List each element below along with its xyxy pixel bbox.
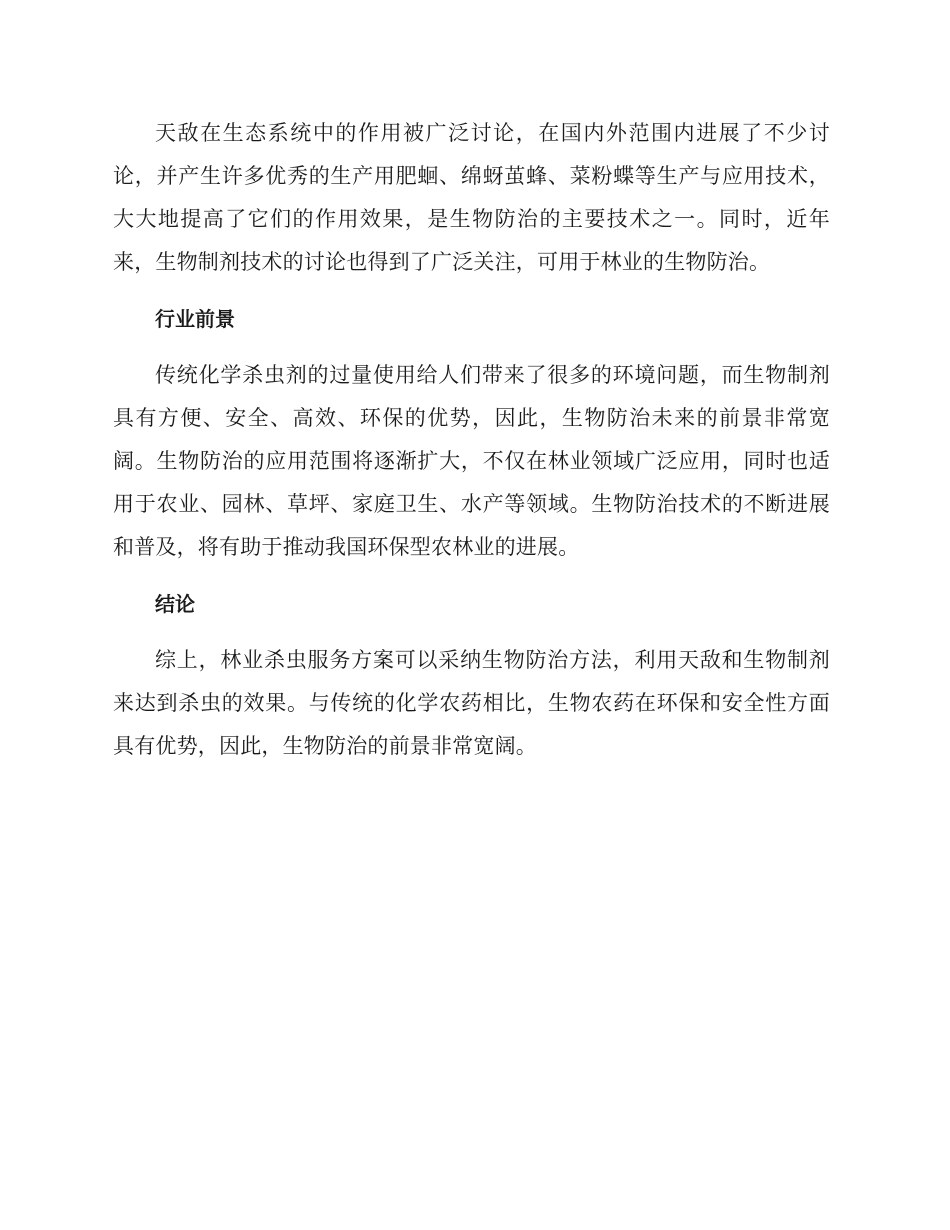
paragraph-natural-enemies: 天敌在生态系统中的作用被广泛讨论，在国内外范围内进展了不少讨论，并产生许多优秀的生产用肥蛔、绵蚜茧蜂、菜粉蝶等生产与应用技术，大大地提高了它们的作用效果，是生物防治的主要技术之一。同时，近年来，生物制剂技术的讨论也得到了广泛关注，可用于林业的生物防治。	[113, 121, 830, 274]
paragraph-industry-outlook: 传统化学杀虫剂的过量使用给人们带来了很多的环境问题，而生物制剂具有方便、安全、高效、环保的优势，因此，生物防治未来的前景非常宽阔。生物防治的应用范围将逐渐扩大，不仅在林业领域广泛应用，同时也适用于农业、园林、草坪、家庭卫生、水产等领域。生物防治技术的不断进展和普及，将有助于推动我国环保型农林业的进展。	[113, 363, 830, 559]
heading-industry-outlook: 行业前景	[155, 307, 235, 331]
heading-conclusion: 结论	[155, 592, 195, 616]
paragraph-conclusion: 综上，林业杀虫服务方案可以采纳生物防治方法，利用天敌和生物制剂来达到杀虫的效果。与传统的化学农药相比，生物农药在环保和安全性方面具有优势，因此，生物防治的前景非常宽阔。	[113, 648, 830, 758]
document-page	[113, 112, 830, 768]
